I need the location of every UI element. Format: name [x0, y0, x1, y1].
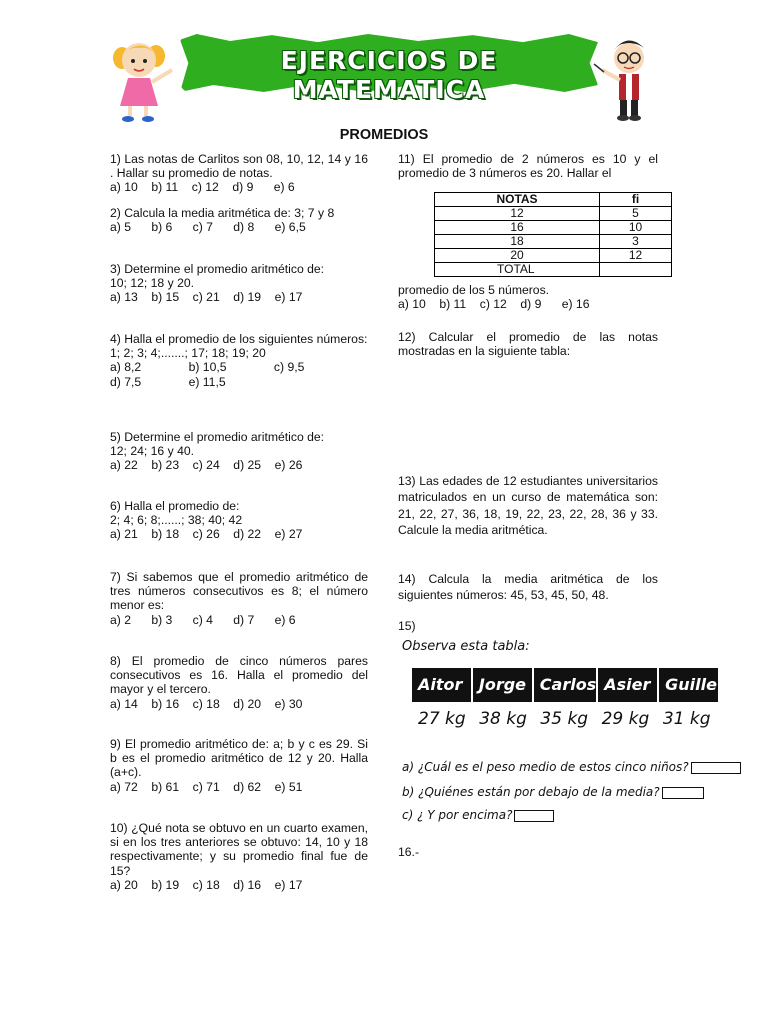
exercise-options: a) 22 b) 23 c) 24 d) 25 e) 26 — [110, 458, 303, 473]
exercise-text: 6) Halla el promedio de: — [110, 499, 240, 513]
exercise-options: a) 10 b) 11 c) 12 d) 9 e) 16 — [398, 297, 590, 312]
name-cell: Guille — [665, 675, 717, 694]
exercise-data: 10; 12; 18 y 20. — [110, 276, 195, 291]
exercise-9 — [110, 737, 368, 794]
exercise-text: promedio de los 5 números. — [398, 283, 550, 297]
exercise-14 — [398, 571, 658, 604]
table-cell — [600, 263, 672, 277]
question-c — [402, 808, 554, 822]
exercise-8 — [110, 654, 368, 711]
exercise-options: a) 8,2 b) 10,5 c) 9,5 — [110, 360, 305, 375]
exercise-text: 13) Las edades de 12 estudiantes universitarios matriculados en un curso de matemática son: 21, 22, 27, 36, 18, 19, 22, 23, 22, 28, 36 y 33. Calcule la media aritmética. — [398, 474, 658, 538]
weight-cell: 35 kg — [540, 709, 589, 729]
weight-cell: 29 kg — [601, 709, 650, 729]
notas-table-wrap — [434, 192, 672, 277]
exercise-text: 8) El promedio de cinco números pares consecutivos es 16. Halla el promedio del mayor y el tercero. — [110, 654, 368, 697]
table-row — [435, 249, 672, 263]
exercise-text: 5) Determine el promedio aritmético de: — [110, 430, 325, 444]
exercise-7 — [110, 570, 368, 627]
exercise-text: 14) Calcula la media aritmética de los siguientes números: 45, 53, 45, 50, 48. — [398, 572, 658, 603]
table-row — [435, 235, 672, 249]
exercise-options: a) 13 b) 15 c) 21 d) 19 e) 17 — [110, 290, 303, 305]
exercise-1 — [110, 152, 368, 195]
exercise-16-label: 16.- — [398, 845, 420, 859]
exercise-5 — [110, 430, 368, 473]
table-cell: 5 — [600, 207, 672, 221]
exercise-12 — [398, 330, 658, 358]
exercise-text: 3) Determine el promedio aritmético de: — [110, 262, 325, 276]
exercise-options: a) 5 b) 6 c) 7 d) 8 e) 6,5 — [110, 220, 306, 235]
exercise-10 — [110, 821, 368, 892]
answer-box[interactable] — [514, 810, 554, 822]
exercise-text: 11) El promedio de 2 números es 10 y el promedio de 3 números es 20. Hallar el — [398, 152, 658, 181]
exercise-options: a) 21 b) 18 c) 26 d) 22 e) 27 — [110, 527, 303, 542]
question-a — [402, 760, 741, 774]
exercise-text: 4) Halla el promedio de los siguientes números: — [110, 332, 368, 346]
name-cell: Jorge — [473, 668, 534, 702]
exercise-text: 7) Si sabemos que el promedio aritmético de tres números consecutivos es 8; el número menor es: — [110, 570, 368, 613]
answer-box[interactable] — [662, 787, 704, 799]
name-cell: Asier — [598, 668, 659, 702]
exercise-6 — [110, 499, 368, 542]
answer-box[interactable] — [691, 762, 741, 774]
table-cell: 12 — [600, 249, 672, 263]
exercise-2 — [110, 206, 368, 234]
exercise-3 — [110, 262, 368, 305]
exercise-text: 2) Calcula la media aritmética de: 3; 7 y 8 — [110, 206, 335, 220]
table-cell: 18 — [435, 235, 600, 249]
weight-table — [412, 668, 718, 736]
exercise-data: 1; 2; 3; 4;.......; 17; 18; 19; 20 — [110, 346, 266, 361]
exercise-data: 2; 4; 6; 8;......; 38; 40; 42 — [110, 513, 243, 528]
table-cell: 20 — [435, 249, 600, 263]
question-text: b) ¿Quiénes están por debajo de la media? — [402, 785, 660, 799]
exercise-data: 12; 24; 16 y 40. — [110, 444, 195, 459]
table-header: NOTAS — [435, 193, 600, 207]
weight-table-values — [412, 702, 718, 736]
table-header: fi — [600, 193, 672, 207]
exercise-options: a) 14 b) 16 c) 18 d) 20 e) 30 — [110, 696, 303, 711]
exercise-options: a) 10 b) 11 c) 12 d) 9 e) 6 — [110, 180, 295, 195]
table-cell: 3 — [600, 235, 672, 249]
header-banner — [180, 34, 598, 104]
table-cell: TOTAL — [435, 263, 600, 277]
page-title: PROMEDIOS — [339, 127, 429, 143]
table-row — [435, 263, 672, 277]
table-row — [435, 221, 672, 235]
question-b — [402, 785, 704, 799]
exercise-text: 12) Calcular el promedio de las notas mostradas en la siguiente tabla: — [398, 330, 658, 359]
question-text: c) ¿ Y por encima? — [402, 808, 513, 822]
table-cell: 10 — [600, 221, 672, 235]
boy-cartoon-image — [592, 34, 662, 124]
exercise-11-tail — [398, 283, 658, 311]
exercise-text: 9) El promedio aritmético de: a; b y c es 29. Si b es el promedio aritmético de 12 y 20. Halla (a+c). — [110, 737, 368, 780]
exercise-number: 15) — [398, 619, 416, 633]
weight-cell: 31 kg — [662, 709, 711, 729]
banner-title: EJERCICIOS DE MATEMATICA — [280, 46, 498, 104]
exercise-options: a) 2 b) 3 c) 4 d) 7 e) 6 — [110, 612, 296, 627]
table-cell: 16 — [435, 221, 600, 235]
exercise-text: 10) ¿Qué nota se obtuvo en un cuarto examen, si en los tres anteriores se obtuvo: 14, 10 y 18 respectivamente; y su promedio final fue de 15? — [110, 821, 368, 878]
weight-table-header — [412, 668, 718, 702]
notas-table — [434, 192, 672, 277]
exercise-11 — [398, 152, 658, 180]
weight-cell: 38 kg — [479, 709, 527, 729]
name-cell: Aitor — [412, 668, 473, 702]
exercise-4 — [110, 332, 378, 389]
observe-label: Observa esta tabla: — [402, 639, 530, 654]
exercise-13 — [398, 473, 658, 539]
girl-cartoon-image — [108, 36, 178, 124]
exercise-15-label — [398, 619, 416, 633]
question-text: a) ¿Cuál es el peso medio de estos cinco niños? — [402, 760, 689, 774]
exercise-options: a) 20 b) 19 c) 18 d) 16 e) 17 — [110, 877, 303, 892]
weight-cell: 27 kg — [418, 709, 466, 729]
exercise-options: a) 72 b) 61 c) 71 d) 62 e) 51 — [110, 779, 303, 794]
exercise-text: 1) Las notas de Carlitos son 08, 10, 12, 14 y 16 . Hallar su promedio de notas. — [110, 152, 368, 181]
name-cell: Carlos — [534, 668, 598, 702]
table-cell: 12 — [435, 207, 600, 221]
exercise-options: d) 7,5 e) 11,5 — [110, 374, 226, 389]
table-row — [435, 207, 672, 221]
